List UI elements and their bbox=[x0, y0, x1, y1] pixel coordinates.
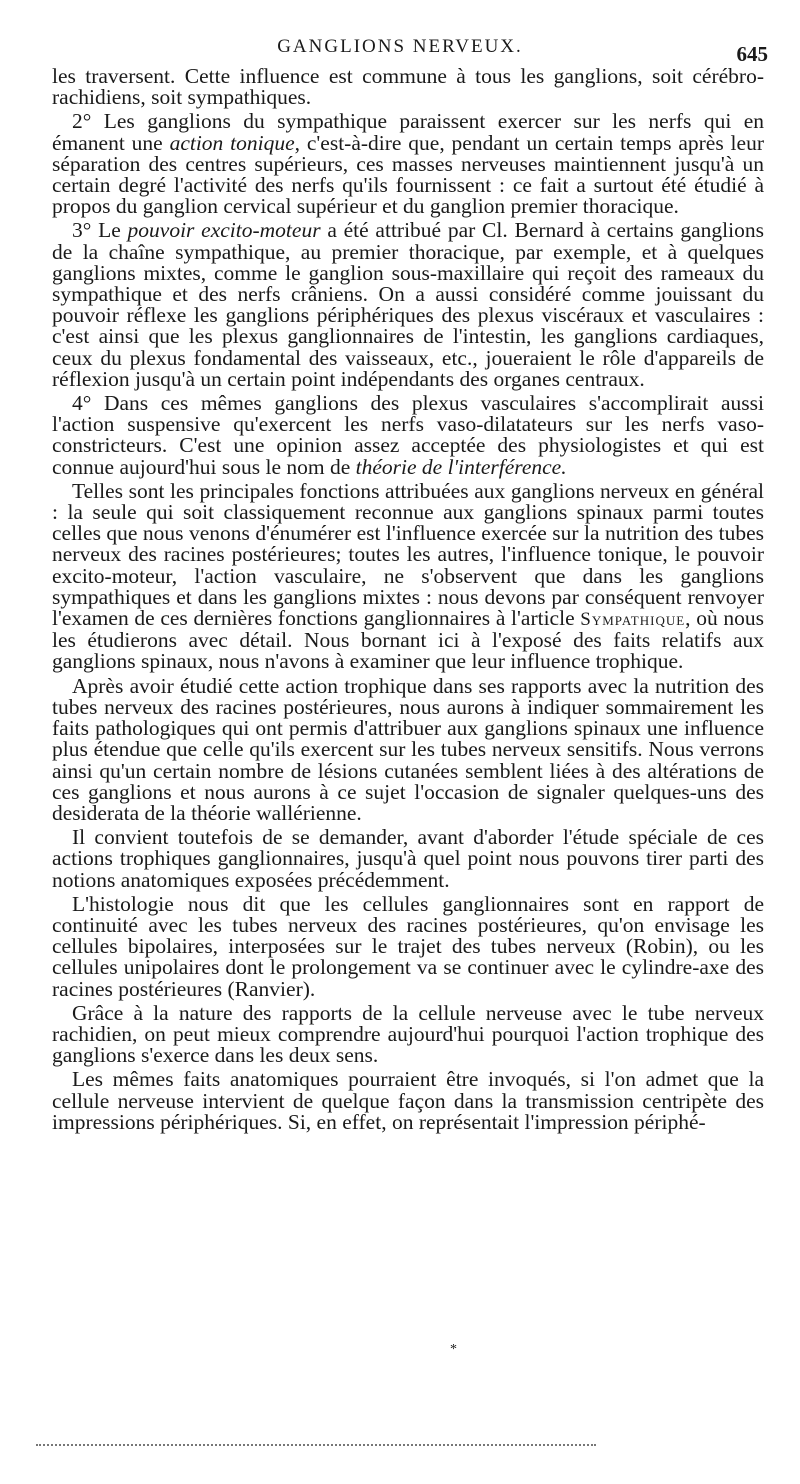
paragraph-action-trophique: Après avoir étudié cette action trophique dans ses rapports avec la nutrition des tubes nerveux des racines postérieures, nous aurons à indiquer sommairement les faits pathologiques qui ont permis d'attribuer aux ganglions spinaux une influence plus étendue que celle qu'ils exercent sur les tubes nerveux sensitifs. Nous verrons ainsi qu'un certain nombre de lésions cutanées semblent liées à des altérations de ces ganglions et nous aurons à ce sujet l'occasion de signaler quelques-uns des desiderata de la théorie wallérienne. bbox=[52, 673, 764, 825]
paragraph-faits-anatomiques: Les mêmes faits anatomiques pourraient être invoqués, si l'on admet que la cellule nerveuse intervient de quelque façon dans la transmission centripète des impressions périphériques. Si, en effet, on représentait l'impression périphé- bbox=[52, 1067, 764, 1134]
paragraph-rapports-cellule: Grâce à la nature des rapports de la cellule nerveuse avec le tube nerveux rachidien, on peut mieux comprendre aujourd'hui pourquoi l'action trophique des ganglions s'exerce dans les deux sens. bbox=[52, 1000, 764, 1068]
page-title: GANGLIONS NERVEUX. bbox=[277, 36, 523, 57]
paragraph-continuation: les traversent. Cette influence est commune à tous les ganglions, soit cérébro-rachidiens, soit sympathiques. bbox=[52, 64, 764, 110]
paragraph-action-suspensive: 4° Dans ces mêmes ganglions des plexus vasculaires s'accomplirait aussi l'action suspensive qu'exercent les nerfs vaso-dilatateurs sur les nerfs vaso-constricteurs. C'est une opinion assez acceptée des physiologistes et qui est connue aujourd'hui sous le nom de théorie de l'interférence. bbox=[52, 391, 764, 479]
paragraph-notions-anatomiques: Il convient toutefois de se demander, avant d'aborder l'étude spéciale de ces actions trophiques ganglionnaires, jusqu'à quel point nous pouvons tirer parti des notions anatomiques exposées précédemment. bbox=[52, 825, 764, 892]
paragraph-histologie: L'histologie nous dit que les cellules ganglionnaires sont en rapport de continuité avec les tubes nerveux des racines postérieures, qu'on envisage les cellules bipolaires, interposées sur le trajet des tubes nerveux (Robin), ou les cellules unipolaires dont le prolongement va se continuer avec le cylindre-axe des racines postérieures (Ranvier). bbox=[52, 891, 764, 1001]
footer-divider bbox=[36, 1444, 596, 1446]
paragraph-fonctions-principales: Telles sont les principales fonctions attribuées aux ganglions nerveux en général : la seule qui soit classiquement reconnue aux ganglions spinaux parmi toutes celles que nous venons d'énumérer est l'influence exercée sur la nutrition des tubes nerveux des racines postérieures; toutes les autres, l'influence tonique, le pouvoir excito-moteur, l'action vasculaire, ne s'observent que dans les ganglions sympathiques et dans les ganglions mixtes : nous devons par conséquent renvoyer l'examen de ces dernières fonctions ganglionnaires à l'article Sympathique, où nous les étudierons avec détail. Nous bornant ici à l'exposé des faits relatifs aux ganglions spinaux, nous n'avons à examiner que leur influence trophique. bbox=[52, 478, 765, 674]
body-text bbox=[52, 66, 764, 1136]
footer-mark: * bbox=[450, 1342, 457, 1357]
page-number: 645 bbox=[736, 42, 768, 66]
running-header bbox=[0, 34, 800, 64]
paragraph-pouvoir-excito-moteur: 3° Le pouvoir excito-moteur a été attribué par Cl. Bernard à certains ganglions de la chaîne sympathique, au premier thoracique, par exemple, et à quelques ganglions mixtes, comme le ganglion sous-maxillaire qui reçoit des rameaux du sympathique et des nerfs crâniens. On a aussi considéré comme jouissant du pouvoir réflexe les ganglions périphériques des plexus viscéraux et vasculaires : c'est ainsi que les plexus ganglionnaires de l'intestin, les ganglions cardiaques, ceux du plexus fondamental des vaisseaux, etc., joueraient le rôle d'appareils de réflexion jusqu'à un certain point indépendants des organes centraux. bbox=[52, 218, 764, 391]
paragraph-action-tonique: 2° Les ganglions du sympathique paraissent exercer sur les nerfs qui en émanent une action tonique, c'est-à-dire que, pendant un certain temps après leur séparation des centres supérieurs, ces masses nerveuses maintiennent jusqu'à un certain degré l'activité des nerfs qu'ils fournissent : ce fait a surtout été étudié à propos du ganglion cervical supérieur et du ganglion premier thoracique. bbox=[52, 109, 764, 219]
